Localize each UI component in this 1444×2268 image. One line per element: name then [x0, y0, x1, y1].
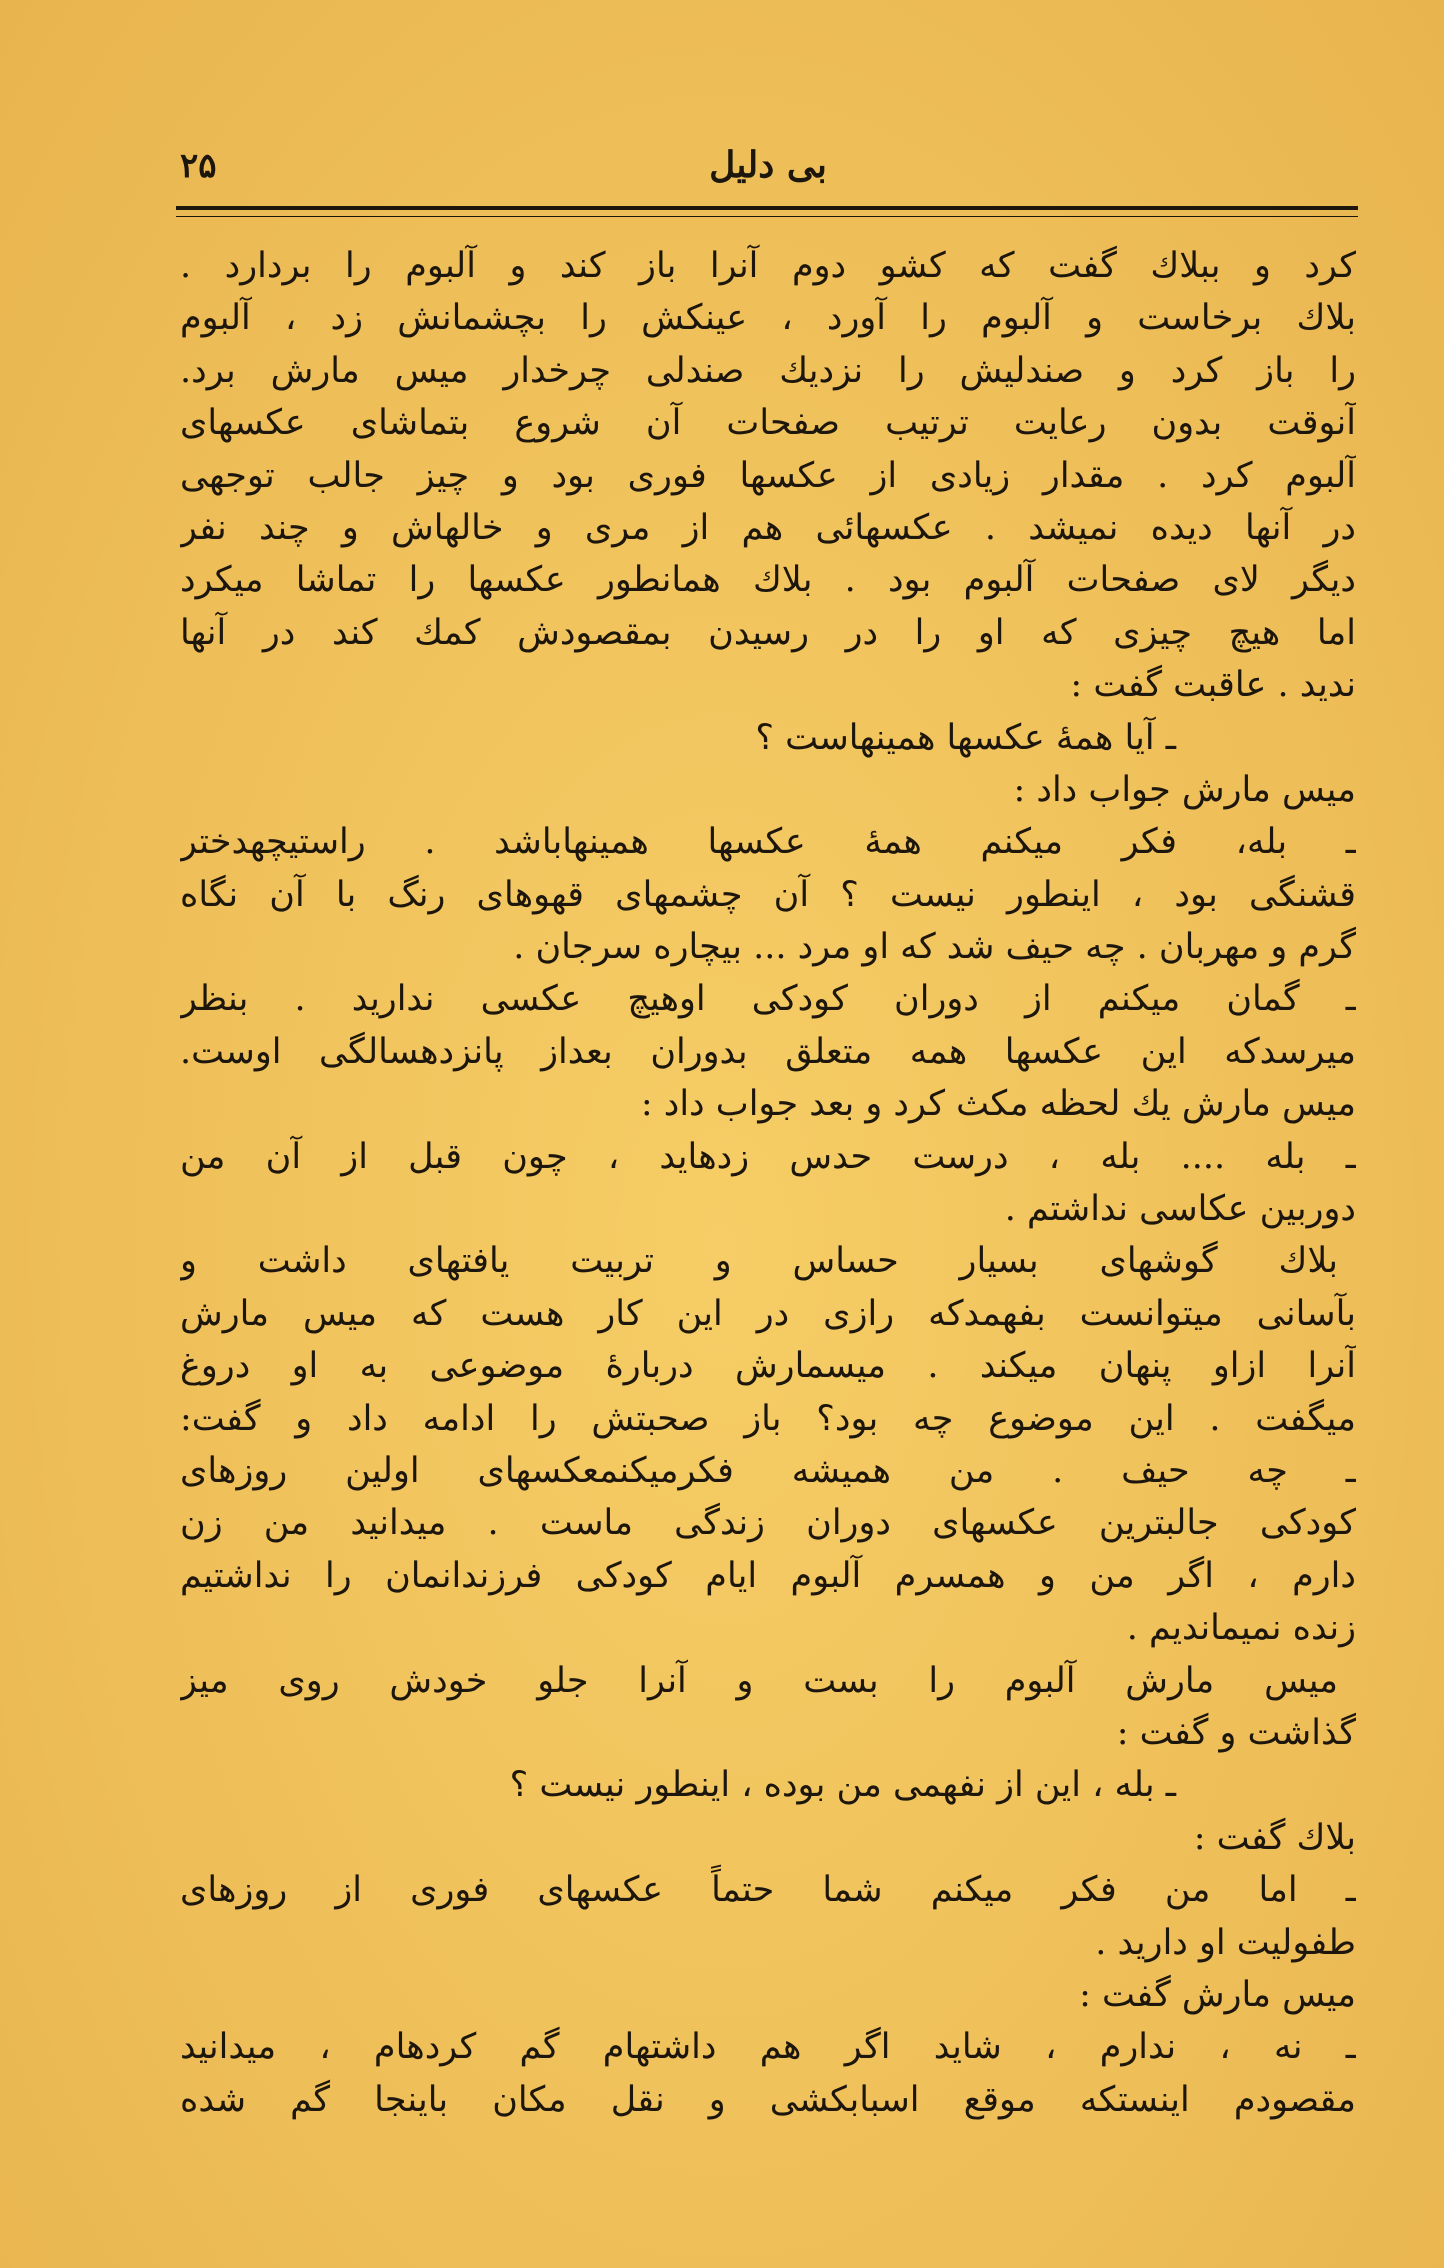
text-line: ندید . عاقبت گفت : [1070, 665, 1356, 706]
text-line: میرسدکه این عکسها همه متعلق بدوران بعداز پانزدهسالگی اوست. [180, 1031, 1356, 1072]
text-line: میس مارش آلبوم را بست و آنرا جلو خودش روی میز [180, 1660, 1338, 1701]
text-line: بلاك گوشهای بسیار حساس و تربیت یافتهای داشت و [180, 1241, 1338, 1282]
page-number: ۲۵ [180, 146, 217, 186]
text-line: بلاك برخاست و آلبوم را آورد ، عینکش را بچشمانش زد ، آلبوم [180, 298, 1356, 339]
text-line: گرم و مهربان . چه حیف شد که او مرد ... بیچاره سرجان . [513, 927, 1356, 968]
running-title: بی دلیل [709, 144, 827, 186]
text-line: اما هیچ چیزی که او را در رسیدن بمقصودش کمك کند در آنها [180, 612, 1356, 653]
text-line: میس مارش یك لحظه مکث کرد و بعد جواب داد : [640, 1084, 1356, 1125]
text-line: دارم ، اگر من و همسرم آلبوم ایام کودکی فرزندانمان را نداشتیم [180, 1555, 1356, 1596]
text-line: ـ بله ، این از نفهمی من بوده ، اینطور نیست ؟ [509, 1765, 1176, 1806]
text-line: کودکی جالبترین عکسهای دوران زندگی ماست . میدانید من زن [180, 1503, 1356, 1544]
text-line: میگفت . این موضوع چه بود؟ باز صحبتش را ادامه داد و گفت: [180, 1398, 1356, 1439]
body-text [180, 240, 1356, 2126]
text-line: گذاشت و گفت : [1116, 1712, 1356, 1753]
page-header [180, 142, 1356, 202]
text-line: زنده نمیماندیم . [1126, 1608, 1356, 1649]
text-line: ـ بله .... بله ، درست حدس زدهاید ، چون قبل از آن من [180, 1136, 1356, 1177]
text-line: را باز کرد و صندلیش را نزدیك صندلی چرخدار میس مارش برد. [180, 350, 1356, 391]
text-line: ـ بله، فکر میکنم همهٔ عکسها همینهاباشد . راستیچهدختر [180, 822, 1356, 863]
header-rule-thick [176, 206, 1358, 210]
text-line: بآسانی میتوانست بفهمدکه رازی در این کار هست که میس مارش [180, 1293, 1356, 1334]
text-line: بلاك گفت : [1193, 1817, 1356, 1858]
text-line: ـ آیا همهٔ عکسها همینهاست ؟ [755, 717, 1176, 758]
text-line: میس مارش جواب داد : [1013, 769, 1356, 810]
text-line: ـ نه ، ندارم ، شاید اگر هم داشتهام گم کردهام ، میدانید [180, 2027, 1356, 2068]
text-line: در آنها دیده نمیشد . عکسهائی هم از مری و خالهاش و چند نفر [180, 507, 1356, 548]
text-line: ـ گمان میکنم از دوران کودکی اوهیچ عکسی ندارید . بنظر [180, 979, 1356, 1020]
text-line: کرد و ببلاك گفت که کشو دوم آنرا باز کند و آلبوم را بردارد . [180, 246, 1356, 286]
text-line: میس مارش گفت : [1079, 1974, 1356, 2015]
text-line: مقصودم اینستکه موقع اسبابکشی و نقل مکان باینجا گم شده [180, 2079, 1356, 2120]
text-line: قشنگی بود ، اینطور نیست ؟ آن چشمهای قهوهای رنگ با آن نگاه [180, 874, 1356, 915]
text-line: طفولیت او دارید . [1095, 1922, 1356, 1963]
text-line: ـ اما من فکر میکنم شما حتماً عکسهای فوری از روزهای [180, 1870, 1356, 1911]
text-line: دوربین عکاسی نداشتم . [1004, 1189, 1356, 1230]
text-line: ـ چه حیف . من همیشه فکرمیکنمعکسهای اولین روزهای [180, 1450, 1356, 1491]
text-line: آنوقت بدون رعایت ترتیب صفحات آن شروع بتماشای عکسهای [180, 403, 1356, 444]
text-line: آنرا ازاو پنهان میکند . میسمارش دربارهٔ موضوعی به او دروغ [180, 1346, 1356, 1387]
text-line: آلبوم کرد . مقدار زیادی از عکسها فوری بود و چیز جالب توجهی [180, 455, 1356, 496]
header-rule-thin [176, 216, 1358, 217]
text-line: دیگر لای صفحات آلبوم بود . بلاك همانطور عکسها را تماشا میکرد [180, 560, 1356, 601]
